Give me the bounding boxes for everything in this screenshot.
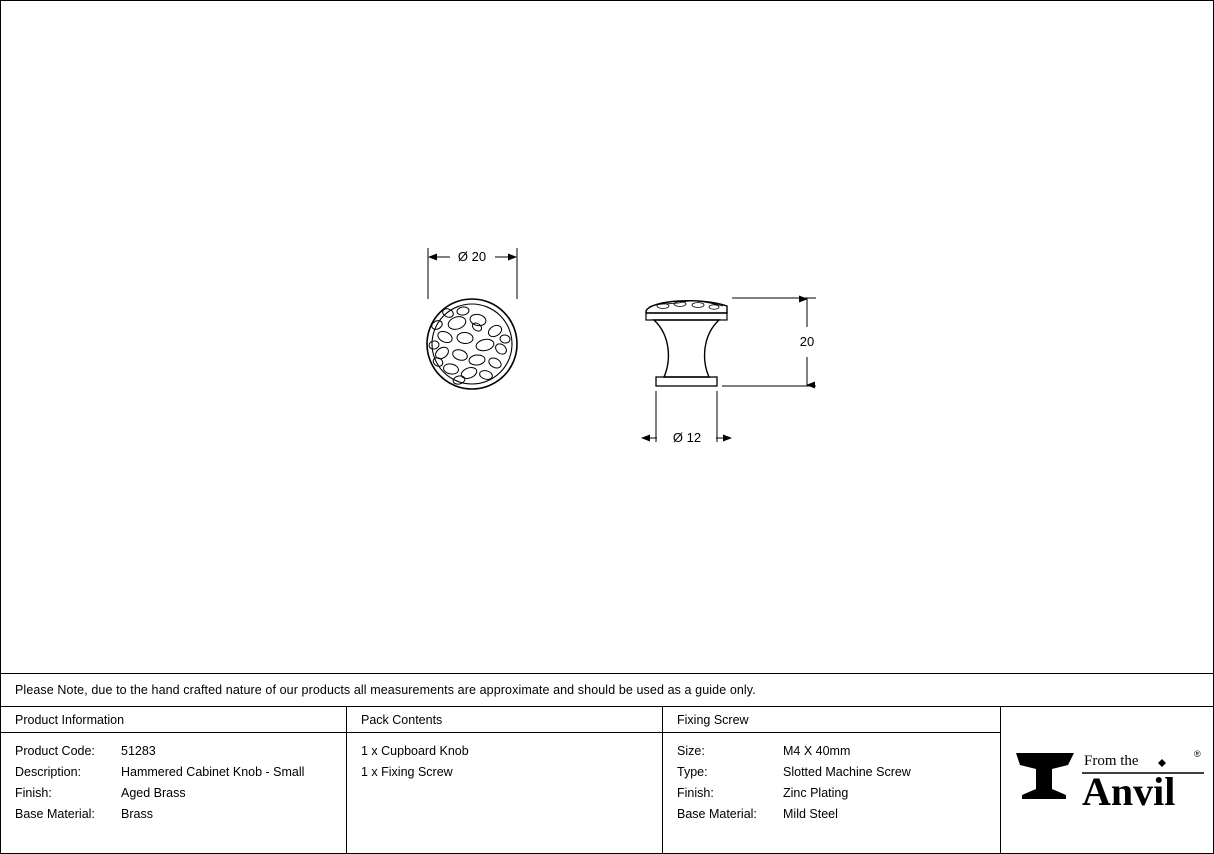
description-label: Description: [15, 765, 81, 779]
dimension-base-diameter [642, 391, 731, 445]
product-information-body [1, 733, 346, 854]
hammered-knob-front-view [427, 299, 517, 389]
screw-base-material-value: Mild Steel [783, 807, 838, 821]
base-material-label: Base Material: [15, 807, 95, 821]
specification-table [1, 707, 1214, 854]
list-item: 1 x Cupboard Knob [361, 744, 469, 758]
drawing-area [1, 1, 1214, 673]
measurement-note-text: Please Note, due to the hand crafted nature of our products all measurements are approximate and should be used as a guide only. [15, 683, 756, 697]
measurement-note [1, 673, 1214, 707]
finish-label: Finish: [15, 786, 52, 800]
hammered-knob-side-view [646, 301, 727, 386]
table-row [677, 804, 1000, 825]
product-code-label: Product Code: [15, 744, 95, 758]
screw-type-label: Type: [677, 765, 708, 779]
svg-text:Ø 20: Ø 20 [457, 249, 487, 264]
fixing-screw-body [663, 733, 1000, 854]
fixing-screw-column [663, 707, 1001, 854]
product-information-header: Product Information [1, 707, 346, 733]
finish-value: Aged Brass [121, 786, 186, 800]
table-row [15, 762, 346, 783]
pack-contents-body [347, 733, 662, 854]
table-row [677, 762, 1000, 783]
dimension-knob-diameter [428, 248, 517, 299]
product-code-value: 51283 [121, 744, 156, 758]
screw-base-material-label: Base Material: [677, 807, 757, 821]
table-row [677, 741, 1000, 762]
svg-text:20: 20 [799, 334, 815, 349]
description-value: Hammered Cabinet Knob - Small [121, 765, 305, 779]
table-row [15, 741, 346, 762]
svg-text:From the: From the [1084, 753, 1139, 769]
screw-finish-label: Finish: [677, 786, 714, 800]
svg-text:®: ® [1194, 749, 1201, 759]
svg-text:Anvil: Anvil [1082, 769, 1176, 814]
pack-contents-header: Pack Contents [347, 707, 662, 733]
base-material-value: Brass [121, 807, 153, 821]
brand-logo-column [1001, 707, 1214, 854]
fixing-screw-header: Fixing Screw [663, 707, 1000, 733]
product-information-column [1, 707, 347, 854]
list-item: 1 x Fixing Screw [361, 765, 453, 779]
screw-type-value: Slotted Machine Screw [783, 765, 911, 779]
screw-finish-value: Zinc Plating [783, 786, 849, 800]
pack-contents-column [347, 707, 663, 854]
dimension-knob-height [722, 298, 816, 386]
anvil-icon [1016, 753, 1074, 799]
table-row [15, 783, 346, 804]
screw-size-value: M4 X 40mm [783, 744, 851, 758]
from-the-anvil-logo [1001, 707, 1214, 854]
table-row [677, 783, 1000, 804]
table-row [15, 804, 346, 825]
screw-size-label: Size: [677, 744, 705, 758]
svg-text:Ø 12: Ø 12 [672, 430, 702, 445]
